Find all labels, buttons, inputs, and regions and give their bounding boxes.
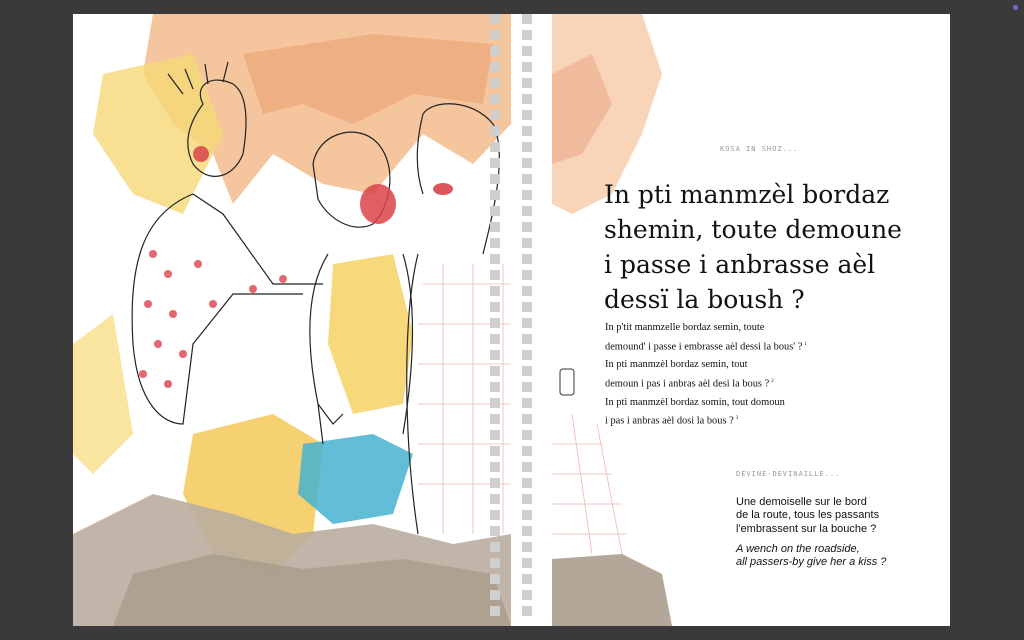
binding-holes-right xyxy=(522,14,532,626)
right-page-text xyxy=(552,14,950,626)
french-translation: Une demoiselle sur le bord de la route, tous les passants l'embrassent sur la bouche ? xyxy=(736,496,880,535)
status-dot xyxy=(1013,5,1018,10)
variant-2: In pti manmzèl bordaz semin, tout demoun i pas i anbras aèl desi la bous ? $^2$ xyxy=(605,359,774,390)
riddle-title: In pti manmzèl bordaz shemin, toute demoune i passe i anbrasse aèl dessï la boush ? xyxy=(604,180,902,314)
devinette-label: DEVINE-DEVINAILLE... xyxy=(736,470,841,478)
watercolor-illustration xyxy=(73,14,511,626)
variant-3: In pti manmzèl bordaz somin, tout domoun i pas i anbras aèl dosi la bous ? $^3$ xyxy=(605,396,785,427)
riddle-variants xyxy=(605,320,825,432)
english-translation: A wench on the roadside, all passers-by give her a kiss ? xyxy=(736,543,887,569)
variant-1: In p'tit manmzelle bordaz semin, toute demound' i passe i embrasse aèl dessi la bous' ? $^1$ xyxy=(605,322,807,352)
left-page-illustration xyxy=(73,14,511,626)
section-label: KOSA IN SHOZ... xyxy=(720,145,799,153)
binding-holes-left xyxy=(490,14,500,626)
